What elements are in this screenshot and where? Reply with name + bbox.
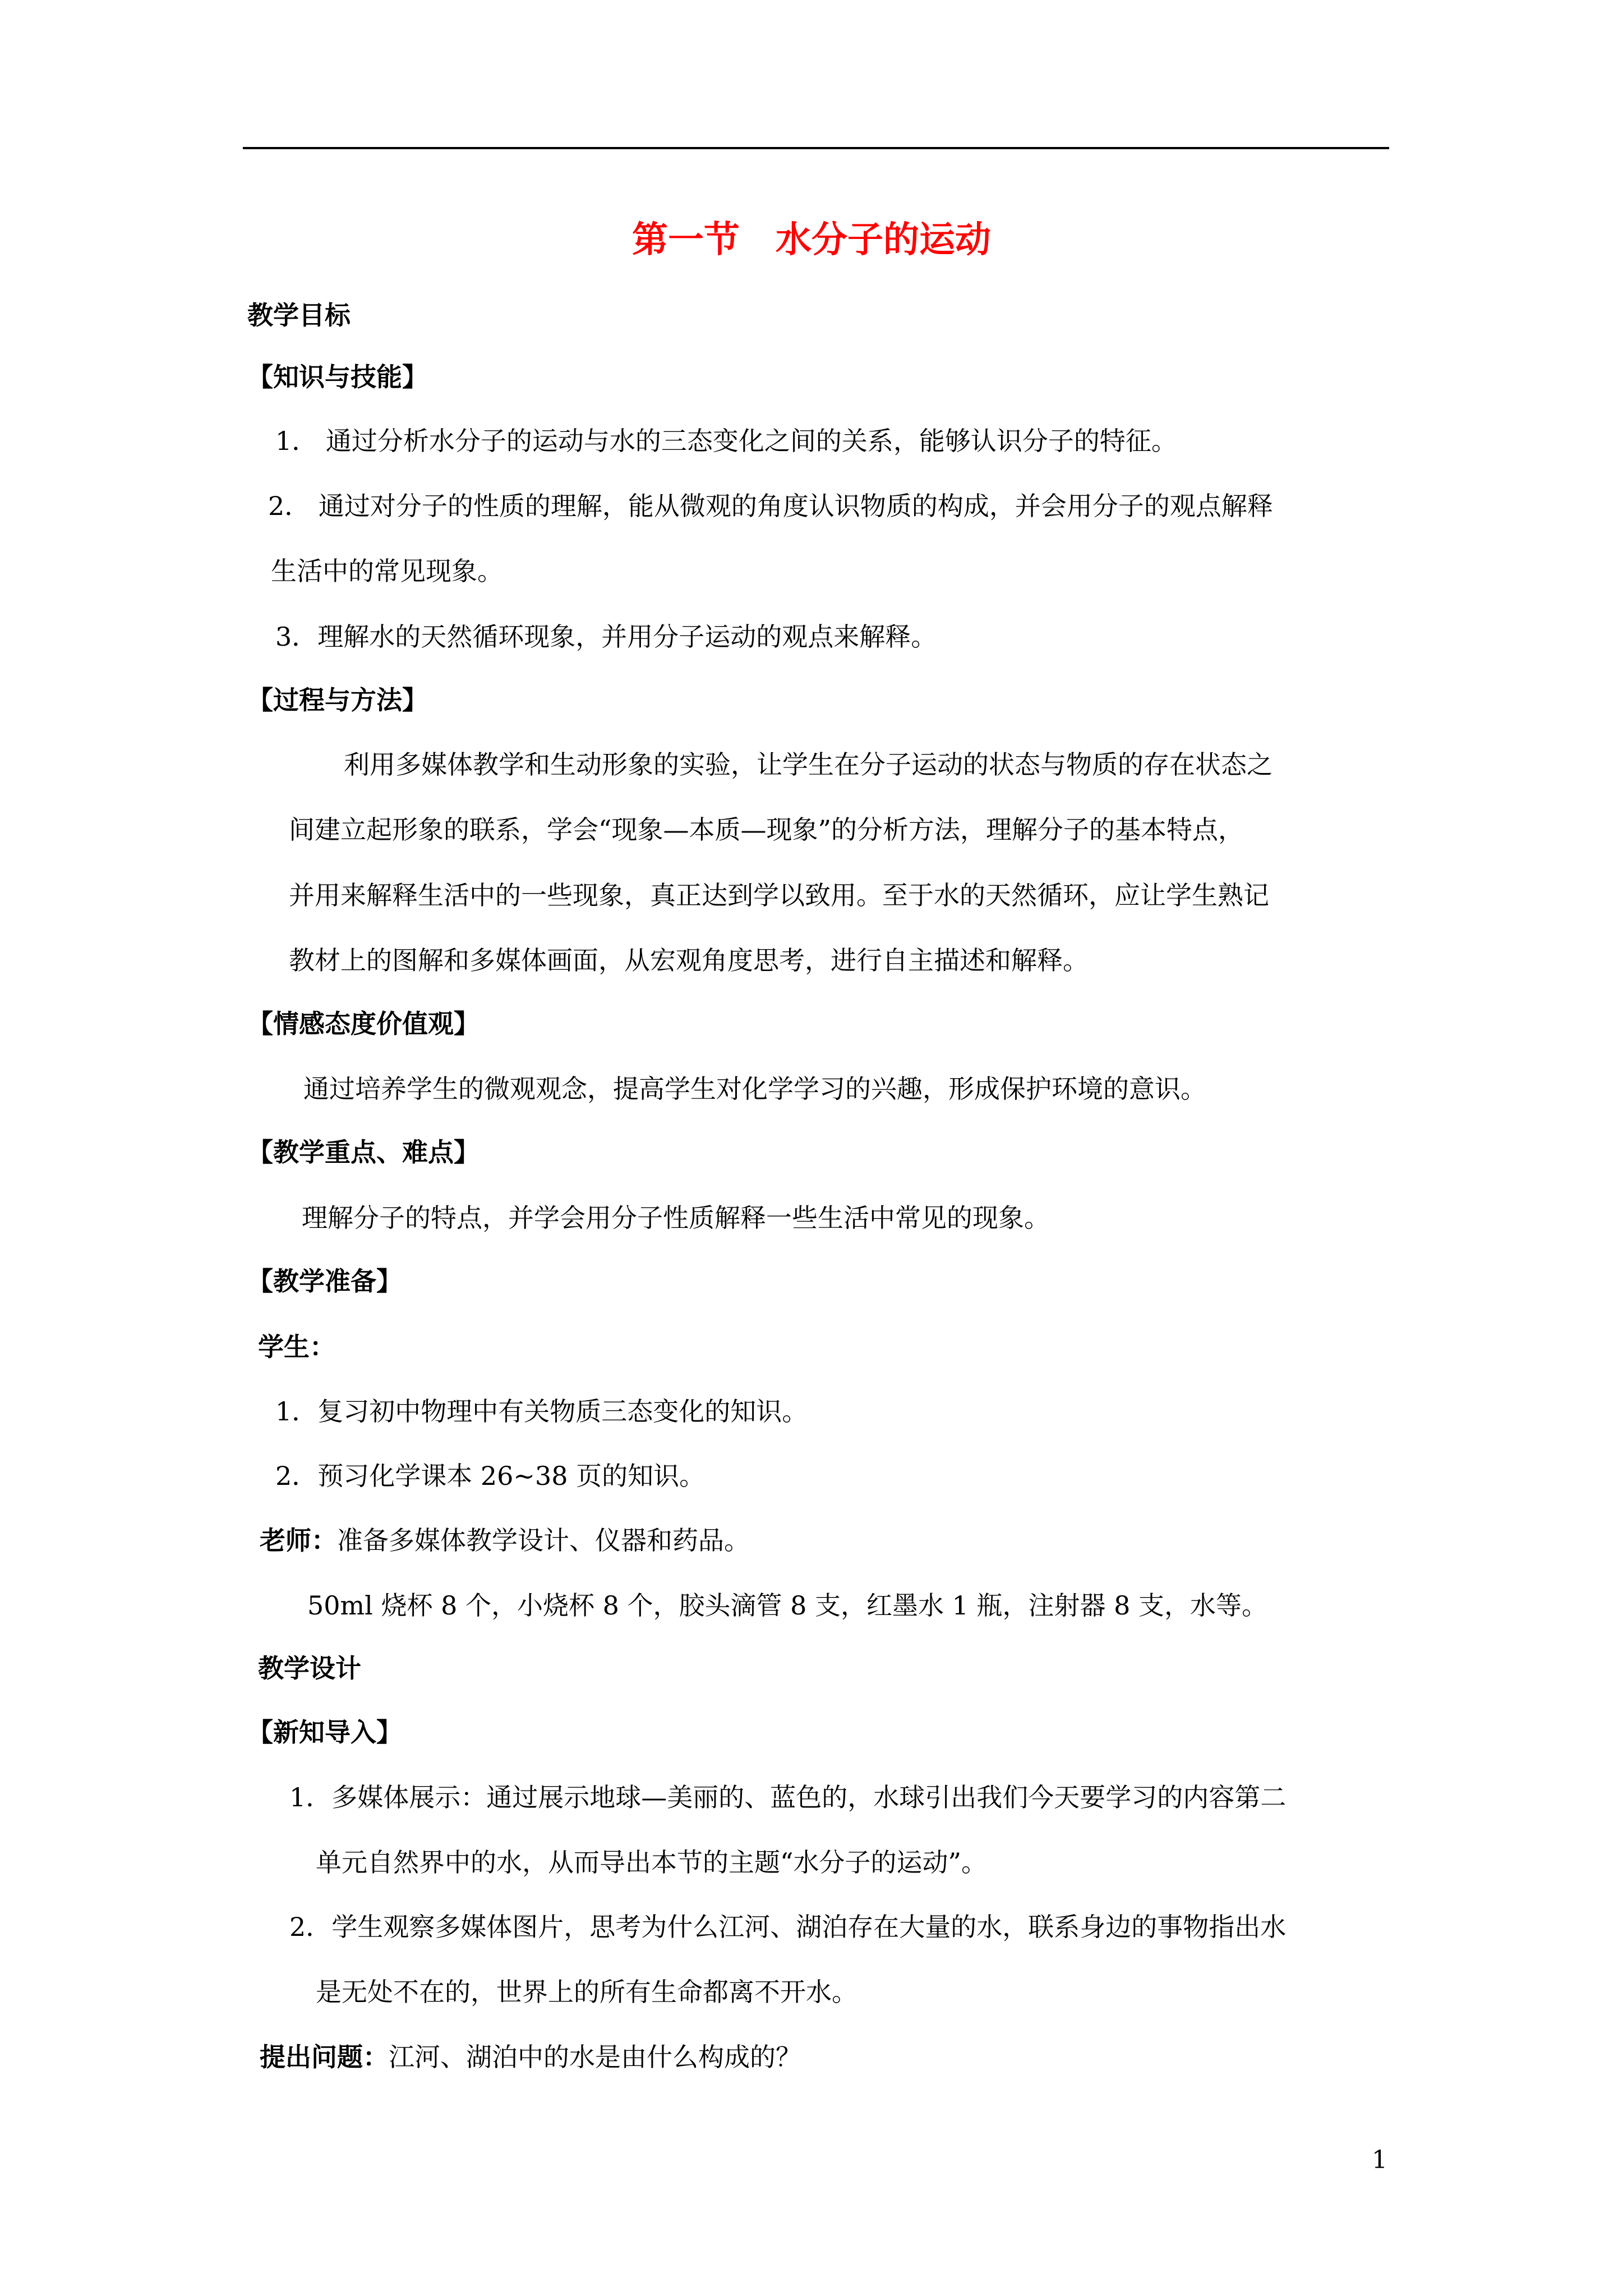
section-heading-teaching-goals: 教学目标 <box>247 300 351 330</box>
subheading-emotion-values: 【情感态度价值观】 <box>247 1009 479 1039</box>
subheading-process-methods: 【过程与方法】 <box>247 685 428 715</box>
students-label: 学生： <box>258 1332 335 1362</box>
teacher-text: 准备多媒体教学设计、仪器和药品。 <box>337 1525 750 1556</box>
intro-item-2-continued: 是无处不在的，世界上的所有生命都离不开水。 <box>316 1977 857 2007</box>
subheading-introduction: 【新知导入】 <box>247 1717 402 1747</box>
process-paragraph-line-2: 间建立起形象的联系，学会“现象—本质—现象”的分析方法，理解分子的基本特点， <box>289 815 1244 845</box>
header-rule <box>243 147 1389 149</box>
intro-item-1: 1．多媒体展示：通过展示地球—美丽的、蓝色的，水球引出我们今天要学习的内容第二 <box>289 1782 1287 1812</box>
key-points-paragraph: 理解分子的特点，并学会用分子性质解释一些生活中常见的现象。 <box>302 1203 1050 1233</box>
goal-item-2-continued: 生活中的常见现象。 <box>271 556 503 586</box>
materials-list: 50ml 烧杯 8 个，小烧杯 8 个，胶头滴管 8 支，红墨水 1 瓶，注射器 8 支，水等。 <box>307 1590 1268 1621</box>
intro-item-1-continued: 单元自然界中的水，从而导出本节的主题“水分子的运动”。 <box>316 1847 988 1878</box>
teacher-label: 老师： <box>260 1525 337 1556</box>
section-heading-teaching-design: 教学设计 <box>258 1653 361 1683</box>
question-label: 提出问题： <box>260 2042 389 2072</box>
emotion-paragraph: 通过培养学生的微观观念，提高学生对化学学习的兴趣，形成保护环境的意识。 <box>303 1074 1206 1104</box>
question-text: 江河、湖泊中的水是由什么构成的？ <box>389 2042 801 2072</box>
goal-item-1: 1． 通过分析水分子的运动与水的三态变化之间的关系，能够认识分子的特征。 <box>275 426 1177 456</box>
intro-item-2: 2．学生观察多媒体图片，思考为什么江河、湖泊存在大量的水，联系身边的事物指出水 <box>289 1912 1287 1942</box>
subheading-key-points: 【教学重点、难点】 <box>247 1137 479 1167</box>
students-item-2: 2．预习化学课本 26~38 页的知识。 <box>275 1461 706 1491</box>
subheading-knowledge-skills: 【知识与技能】 <box>247 362 428 392</box>
students-item-1: 1．复习初中物理中有关物质三态变化的知识。 <box>275 1396 808 1427</box>
goal-item-3: 3．理解水的天然循环现象，并用分子运动的观点来解释。 <box>275 622 937 652</box>
page-title: 第一节 水分子的运动 <box>632 219 991 261</box>
question-line <box>260 2040 801 2074</box>
process-paragraph-line-4: 教材上的图解和多媒体画面，从宏观角度思考，进行自主描述和解释。 <box>289 945 1089 976</box>
process-paragraph-line-1: 利用多媒体教学和生动形象的实验，让学生在分子运动的状态与物质的存在状态之 <box>344 749 1272 780</box>
process-paragraph-line-3: 并用来解释生活中的一些现象，真正达到学以致用。至于水的天然循环，应让学生熟记 <box>289 880 1269 910</box>
page-number: 1 <box>1372 2146 1387 2174</box>
teacher-line <box>260 1524 750 1557</box>
goal-item-2: 2． 通过对分子的性质的理解，能从微观的角度认识物质的构成，并会用分子的观点解释 <box>268 491 1273 521</box>
subheading-preparation: 【教学准备】 <box>247 1266 402 1296</box>
